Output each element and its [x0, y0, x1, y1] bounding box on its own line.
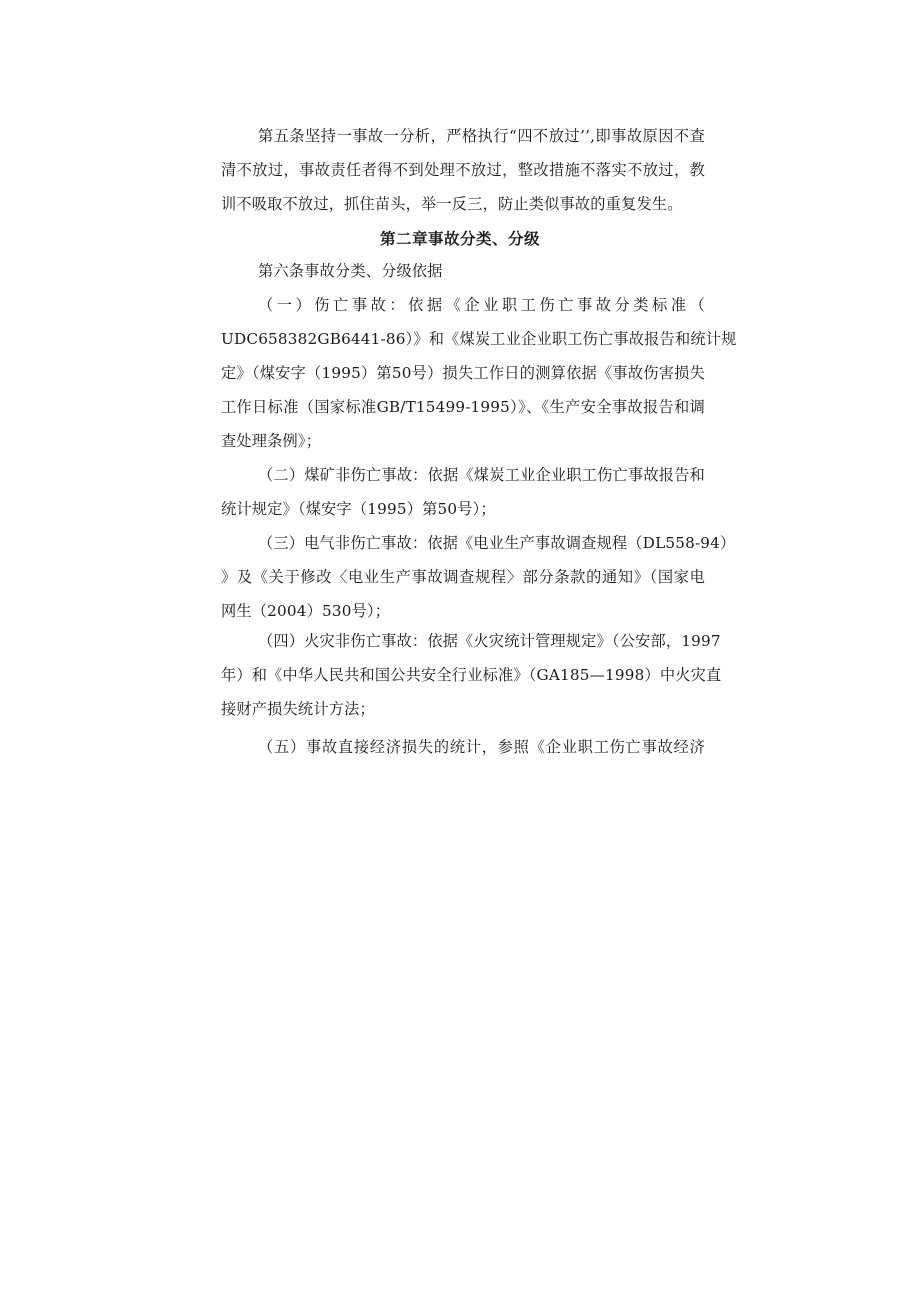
- item2-line-1: （二）煤矿非伤亡事故：依据《煤炭工业企业职工伤亡事故报告和: [258, 466, 705, 484]
- article6-title: 第六条事故分类、分级依据: [258, 262, 443, 280]
- item4-line-2: 年）和《中华人民共和国公共安全行业标准》（GA185—1998）中火灾直: [221, 666, 722, 684]
- article5-line-1: 第五条坚持一事故一分析，严格执行“四不放过’’,即事故原因不查: [258, 127, 705, 145]
- chapter-heading: 第二章事故分类、分级: [379, 230, 540, 248]
- item3-line-3: 网生（2004）530号）；: [221, 602, 391, 620]
- item1-line-3: 定》（煤安字（1995）第50号）损失工作日的测算依据《事故伤害损失: [221, 364, 705, 382]
- article5-line-2: 清不放过，事故责任者得不到处理不放过，整改措施不落实不放过，教: [221, 161, 705, 179]
- article5-line-3: 训不吸取不放过，抓住苗头，举一反三，防止类似事故的重复发生。: [221, 195, 683, 213]
- item1-line-4: 工作日标准（国家标准GB/T15499-1995）》、《生产安全事故报告和调: [221, 398, 705, 416]
- item3-line-2: 》及《关于修改〈电业生产事故调查规程〉部分条款的通知》（国家电: [221, 568, 705, 586]
- item4-line-3: 接财产损失统计方法；: [221, 700, 375, 718]
- item1-line-5: 查处理条例》；: [221, 432, 322, 450]
- item1-line-1: （一）伤亡事故：依据《企业职工伤亡事故分类标准（: [258, 296, 705, 314]
- item1-line-2: UDC658382GB6441-86）》和《煤炭工业企业职工伤亡事故报告和统计规: [221, 330, 737, 348]
- item2-line-2: 统计规定》（煤安字（1995）第50号）；: [221, 500, 496, 518]
- item4-line-1: （四）火灾非伤亡事故：依据《火灾统计管理规定》（公安部，1997: [258, 632, 721, 650]
- item3-line-1: （三）电气非伤亡事故：依据《电业生产事故调查规程（DL558-94）: [258, 534, 736, 552]
- item5-line-1: （五）事故直接经济损失的统计，参照《企业职工伤亡事故经济: [258, 738, 705, 756]
